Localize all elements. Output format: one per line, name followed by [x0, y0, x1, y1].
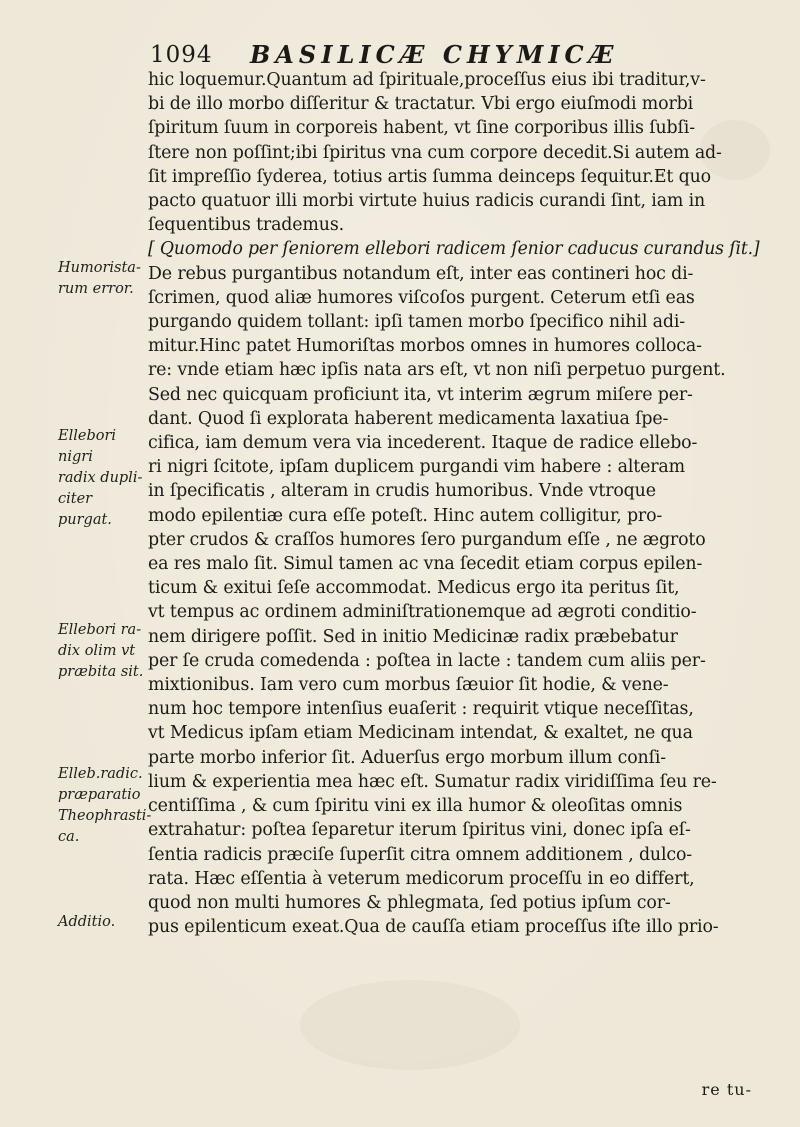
text-line: ſequentibus trademus. [148, 215, 344, 236]
text-line: bi de illo morbo diſſeritur & tractatur. Vbi ergo eiuſmodi morbi [148, 94, 694, 115]
catchword: re tu- [701, 1080, 752, 1099]
text-line: ſpiritum ſuum in corporeis habent, vt ſine corporibus illis ſubſi- [148, 118, 695, 139]
page-header [150, 38, 710, 72]
text-line: mitur.Hinc patet Humoriſtas morbos omnes in humores colloca- [148, 336, 702, 357]
text-line: pacto quatuor illi morbi virtute huius radicis curandi ſint, iam in [148, 191, 706, 212]
text-line: ticum & exitui ſeſe accommodat. Medicus ergo ita peritus ſit, [148, 578, 680, 599]
paper-stain [300, 980, 520, 1070]
text-line: ſtere non poſſint;ibi ſpiritus vna cum corpore decedit.Si autem ad- [148, 142, 722, 163]
text-line: De rebus purgantibus notandum eſt, inter eas contineri hoc di- [148, 263, 694, 284]
text-line: dant. Quod ſi explorata haberent medicamenta laxatiua ſpe- [148, 408, 669, 429]
text-line: vt tempus ac ordinem adminiſtrationemque ad ægroti conditio- [148, 602, 697, 623]
text-line: ea res malo ſit. Simul tamen ac vna ſecedit etiam corpus epilen- [148, 554, 703, 575]
text-line: quod non multi humores & phlegmata, ſed potius ipſum cor- [148, 892, 671, 913]
text-line: rata. Hæc eſſentia à veterum medicorum proceſſu in eo differt, [148, 868, 695, 889]
text-line: ſentia radicis præciſe ſuperſit citra omnem additionem , dulco- [148, 844, 693, 865]
text-line: modo epilentiæ cura eſſe poteſt. Hinc autem colligitur, pro- [148, 505, 663, 526]
text-line: ri nigri ſcitote, ipſam duplicem purgandi vim habere : alteram [148, 457, 685, 478]
margin-note-humoristarum: Humorista- rum error. [58, 260, 141, 297]
text-line: ſcrimen, quod aliæ humores viſcoſos purgent. Ceterum etſi eas [148, 287, 695, 308]
page-number: 1094 [150, 42, 213, 68]
text-line: per ſe cruda comedenda : poſtea in lacte : tandem cum aliis per- [148, 650, 706, 671]
margin-note-ellebori-olim: Ellebori ra- dix olim vt præbita sit. [58, 622, 144, 680]
margin-note-additio: Additio. [58, 914, 116, 930]
text-line: centiſſima , & cum ſpiritu vini ex illa humor & oleoſitas omnis [148, 796, 683, 817]
text-line: mixtionibus. Iam vero cum morbus ſæuior ſit hodie, & vene- [148, 675, 669, 696]
text-line: nem dirigere poſſit. Sed in initio Medicinæ radix præbebatur [148, 626, 678, 647]
text-line: extrahatur: poſtea ſeparetur iterum ſpiritus vini, donec ipſa eſ- [148, 820, 691, 841]
running-head: BASILICÆ CHYMICÆ [250, 40, 619, 69]
text-line: vt Medicus ipſam etiam Medicinam intendat, & exaltet, ne qua [148, 723, 693, 744]
text-line: pter crudos & craſſos humores ſero purgandum eſſe , ne ægroto [148, 529, 706, 550]
text-line: pus epilenticum exeat.Qua de cauſſa etiam proceſſus iſte illo prio- [148, 917, 719, 938]
text-line: Sed nec quicquam proficiunt ita, vt interim ægrum miſere per- [148, 384, 693, 405]
body-text [148, 68, 760, 939]
text-line: re: vnde etiam hæc ipſis nata ars eſt, vt non niſi perpetuo purgent. [148, 360, 726, 381]
text-line: [ Quomodo per ſeniorem ellebori radicem ſenior caducus curandus ſit.] [148, 239, 760, 260]
text-line: lium & experientia mea hæc eſt. Sumatur radix viridiſſima ſeu re- [148, 771, 717, 792]
text-line: parte morbo inferior ſit. Aduerſus ergo morbum illum conſi- [148, 747, 667, 768]
text-line: cifica, iam demum vera via incederent. Itaque de radice ellebo- [148, 433, 698, 454]
text-line: purgando quidem tollant: ipſi tamen morbo ſpecifico nihil adi- [148, 312, 685, 333]
margin-note-ellebori-radix: Ellebori nigri radix dupli- citer purgat. [58, 428, 143, 528]
margin-note-praeparatio: Elleb.radic. præparatio Theophrasti- ca. [58, 766, 152, 845]
text-line: hic loquemur.Quantum ad ſpirituale,proceſſus eius ibi traditur,v- [148, 70, 706, 90]
text-line: in ſpecificatis , alteram in crudis humoribus. Vnde vtroque [148, 481, 656, 502]
text-line: num hoc tempore intenſius euaſerit : requirit vtique neceſſitas, [148, 699, 694, 720]
text-line: ſit impreſſio ſyderea, totius artis ſumma deinceps ſequitur.Et quo [148, 166, 711, 187]
